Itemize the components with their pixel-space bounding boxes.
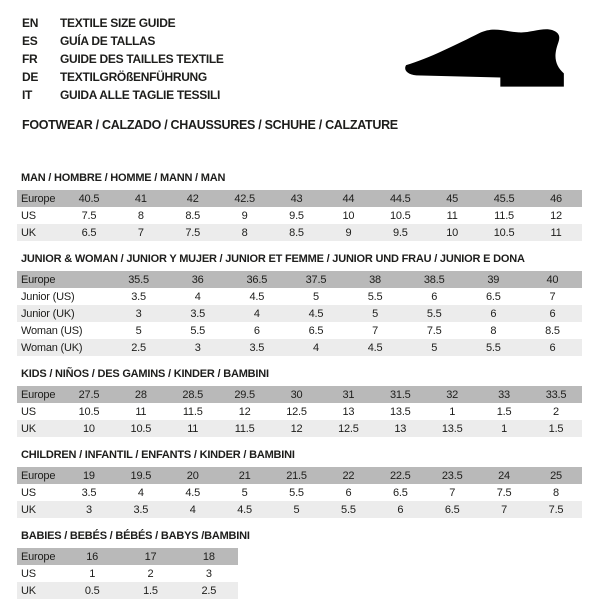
- table-row: [17, 582, 238, 599]
- size-cell: 5.5: [426, 307, 442, 320]
- size-cell: 9.5: [289, 209, 304, 222]
- size-cell: 4.5: [237, 503, 252, 516]
- size-cell: 9: [345, 226, 352, 239]
- table-row: [17, 190, 582, 207]
- size-cell: 25: [550, 469, 562, 482]
- size-cell: 36.5: [246, 273, 268, 286]
- size-table: [17, 386, 582, 437]
- size-cell: 2.5: [201, 584, 217, 597]
- size-cell: 38: [369, 273, 381, 286]
- language-code: IT: [22, 88, 33, 102]
- size-cell: 10.5: [130, 422, 152, 435]
- size-cell: 46: [550, 192, 562, 205]
- row-label: Europe: [21, 550, 56, 563]
- size-cell: 1: [89, 567, 96, 580]
- language-code: ES: [22, 34, 38, 48]
- size-cell: 4: [137, 486, 144, 499]
- size-cell: 2: [147, 567, 154, 580]
- size-cell: 12.5: [338, 422, 359, 435]
- size-cell: 6: [345, 486, 352, 499]
- size-cell: 37.5: [305, 273, 327, 286]
- size-cell: 10: [446, 226, 459, 239]
- size-cell: 4: [189, 503, 196, 516]
- size-cell: 6.5: [444, 503, 460, 516]
- size-cell: 11.5: [494, 209, 514, 222]
- size-cell: 7.5: [81, 209, 97, 222]
- row-label: US: [21, 486, 36, 499]
- row-label: Junior (UK): [21, 307, 75, 320]
- size-cell: 22: [342, 469, 355, 482]
- table-row: [17, 548, 238, 565]
- size-cell: 44: [342, 192, 355, 205]
- size-table-section: [17, 172, 582, 241]
- size-cell: 31.5: [389, 388, 411, 401]
- size-cell: 11.5: [234, 422, 255, 435]
- size-cell: 3: [205, 567, 212, 580]
- size-cell: 20: [186, 469, 199, 482]
- language-label: TEXTILE SIZE GUIDE: [60, 16, 176, 30]
- table-row: [17, 403, 582, 420]
- size-cell: 5.5: [190, 324, 206, 337]
- size-cell: 3.5: [81, 486, 97, 499]
- size-cell: 8.5: [185, 209, 201, 222]
- size-cell: 5: [293, 503, 300, 516]
- size-cell: 2.5: [131, 341, 146, 354]
- size-cell: 21: [238, 469, 251, 482]
- size-cell: 4: [312, 341, 319, 354]
- size-cell: 0.5: [84, 584, 100, 597]
- size-table-title: MAN / HOMBRE / HOMME / MANN / MAN: [21, 172, 226, 184]
- size-cell: 1.5: [496, 405, 512, 418]
- language-label: GUÍA DE TALLAS: [60, 34, 156, 48]
- size-cell: 24: [498, 469, 510, 482]
- size-cell: 7: [549, 290, 556, 303]
- row-label: US: [21, 567, 36, 580]
- size-table: [17, 467, 582, 518]
- table-row: [17, 207, 582, 224]
- size-cell: 38.5: [423, 273, 445, 286]
- size-cell: 40.5: [78, 192, 100, 205]
- table-row: [17, 386, 582, 403]
- table-row: [17, 501, 582, 518]
- size-cell: 21.5: [286, 469, 307, 482]
- size-table-title: KIDS / NIÑOS / DES GAMINS / KINDER / BAMBINI: [21, 368, 269, 380]
- row-label: UK: [21, 503, 36, 516]
- size-cell: 23.5: [441, 469, 463, 482]
- language-label: GUIDA ALLE TAGLIE TESSILI: [60, 88, 221, 102]
- size-cell: 33.5: [545, 388, 567, 401]
- language-code: FR: [22, 52, 38, 66]
- size-cell: 6: [490, 307, 497, 320]
- row-label: UK: [21, 226, 36, 239]
- size-cell: 30: [290, 388, 303, 401]
- size-cell: 5: [241, 486, 248, 499]
- shoe-icon: [402, 26, 570, 92]
- size-table-section: [17, 253, 582, 356]
- size-cell: 32: [446, 388, 459, 401]
- size-cell: 5: [431, 341, 438, 354]
- size-cell: 12: [550, 209, 562, 222]
- size-cell: 7.5: [496, 486, 512, 499]
- table-row: [17, 339, 582, 356]
- size-cell: 6: [397, 503, 404, 516]
- size-cell: 11: [135, 405, 147, 418]
- size-cell: 40: [546, 273, 559, 286]
- row-label: Junior (US): [21, 290, 75, 303]
- size-cell: 5.5: [341, 503, 356, 516]
- size-cell: 7: [449, 486, 456, 499]
- row-label: Europe: [21, 192, 56, 205]
- language-label: TEXTILGRÖßENFÜHRUNG: [60, 70, 207, 84]
- size-cell: 6: [253, 324, 260, 337]
- row-label: Europe: [21, 388, 56, 401]
- size-cell: 41: [134, 192, 147, 205]
- size-cell: 7: [501, 503, 508, 516]
- size-table: [17, 271, 582, 356]
- size-cell: 18: [202, 550, 215, 563]
- size-cell: 19: [83, 469, 95, 482]
- size-cell: 8.5: [545, 324, 560, 337]
- size-cell: 17: [144, 550, 157, 563]
- size-cell: 4.5: [249, 290, 265, 303]
- size-cell: 4: [194, 290, 201, 303]
- size-table: [17, 548, 238, 599]
- size-cell: 3.5: [249, 341, 265, 354]
- size-table-section: [17, 368, 582, 437]
- table-row: [17, 484, 582, 501]
- size-cell: 6: [431, 290, 438, 303]
- size-cell: 42: [186, 192, 199, 205]
- size-cell: 6.5: [308, 324, 324, 337]
- size-table-title: BABIES / BEBÉS / BÉBÉS / BABYS /BAMBINI: [21, 530, 250, 542]
- size-cell: 45: [446, 192, 459, 205]
- table-row: [17, 288, 582, 305]
- size-cell: 2: [553, 405, 559, 418]
- size-cell: 6: [549, 341, 556, 354]
- size-cell: 4.5: [308, 307, 324, 320]
- size-tables: [17, 172, 582, 599]
- size-cell: 13: [394, 422, 407, 435]
- size-cell: 1: [501, 422, 508, 435]
- size-cell: 5: [372, 307, 379, 320]
- size-cell: 45.5: [493, 192, 515, 205]
- size-cell: 5.5: [485, 341, 501, 354]
- size-cell: 1.5: [143, 584, 158, 597]
- size-cell: 10.5: [389, 209, 411, 222]
- size-cell: 3.5: [190, 307, 206, 320]
- size-table: [17, 190, 582, 241]
- size-cell: 5.5: [289, 486, 304, 499]
- size-cell: 29.5: [234, 388, 255, 401]
- size-cell: 5: [312, 290, 319, 303]
- row-label: Europe: [21, 469, 56, 482]
- size-cell: 44.5: [389, 192, 411, 205]
- row-label: US: [21, 405, 36, 418]
- table-row: [17, 271, 582, 288]
- table-row: [17, 467, 582, 484]
- size-cell: 35.5: [128, 273, 149, 286]
- size-cell: 33: [498, 388, 510, 401]
- size-cell: 3.5: [131, 290, 146, 303]
- size-cell: 4.5: [185, 486, 201, 499]
- row-label: UK: [21, 422, 36, 435]
- table-row: [17, 322, 582, 339]
- size-cell: 10: [342, 209, 355, 222]
- table-row: [17, 565, 238, 582]
- size-cell: 4: [253, 307, 260, 320]
- size-cell: 7: [372, 324, 379, 337]
- table-row: [17, 305, 582, 322]
- size-cell: 3.5: [133, 503, 149, 516]
- size-cell: 8.5: [289, 226, 304, 239]
- size-cell: 7: [137, 226, 144, 239]
- size-cell: 7.5: [548, 503, 564, 516]
- size-cell: 3: [135, 307, 142, 320]
- size-table-title: CHILDREN / INFANTIL / ENFANTS / KINDER / BAMBINI: [21, 449, 295, 461]
- row-label: Europe: [21, 273, 56, 286]
- size-cell: 8: [241, 226, 248, 239]
- size-cell: 12.5: [286, 405, 307, 418]
- language-label: GUIDE DES TAILLES TEXTILE: [60, 52, 224, 66]
- size-cell: 10: [83, 422, 95, 435]
- size-cell: 6.5: [81, 226, 97, 239]
- size-cell: 1: [449, 405, 456, 418]
- size-cell: 6: [549, 307, 556, 320]
- size-cell: 31: [342, 388, 355, 401]
- size-cell: 5: [135, 324, 142, 337]
- size-cell: 3: [85, 503, 92, 516]
- size-cell: 10.5: [493, 226, 515, 239]
- size-cell: 16: [86, 550, 99, 563]
- size-cell: 13.5: [389, 405, 411, 418]
- size-cell: 39: [487, 273, 500, 286]
- size-cell: 1.5: [548, 422, 564, 435]
- size-cell: 8: [553, 486, 559, 499]
- size-table-section: [17, 530, 582, 599]
- row-label: Woman (UK): [21, 341, 83, 354]
- size-cell: 13: [342, 405, 355, 418]
- size-cell: 9.5: [392, 226, 408, 239]
- language-code: EN: [22, 16, 39, 30]
- size-cell: 6.5: [392, 486, 408, 499]
- size-cell: 11: [550, 226, 562, 239]
- table-row: [17, 224, 582, 241]
- size-cell: 11: [187, 422, 199, 435]
- table-row: [17, 420, 582, 437]
- row-label: US: [21, 209, 36, 222]
- size-cell: 43: [290, 192, 303, 205]
- size-cell: 3: [194, 341, 201, 354]
- size-cell: 7.5: [426, 324, 442, 337]
- size-cell: 27.5: [78, 388, 100, 401]
- size-cell: 5.5: [367, 290, 383, 303]
- size-cell: 19.5: [130, 469, 152, 482]
- size-cell: 11: [446, 209, 458, 222]
- size-cell: 10.5: [78, 405, 100, 418]
- size-cell: 8: [490, 324, 497, 337]
- size-cell: 7.5: [185, 226, 201, 239]
- size-cell: 13.5: [441, 422, 463, 435]
- size-cell: 9: [241, 209, 248, 222]
- size-cell: 22.5: [389, 469, 411, 482]
- size-cell: 12: [238, 405, 251, 418]
- size-cell: 8: [137, 209, 144, 222]
- size-cell: 42.5: [234, 192, 255, 205]
- size-cell: 11.5: [182, 405, 203, 418]
- size-cell: 12: [290, 422, 303, 435]
- size-cell: 28: [134, 388, 147, 401]
- row-label: Woman (US): [21, 324, 83, 337]
- size-table-section: [17, 449, 582, 518]
- row-label: UK: [21, 584, 36, 597]
- category-heading: FOOTWEAR / CALZADO / CHAUSSURES / SCHUHE / CALZATURE: [22, 118, 398, 132]
- size-cell: 36: [191, 273, 204, 286]
- size-cell: 4.5: [367, 341, 383, 354]
- size-table-title: JUNIOR & WOMAN / JUNIOR Y MUJER / JUNIOR ET FEMME / JUNIOR UND FRAU / JUNIOR E DONA: [21, 253, 525, 265]
- size-cell: 28.5: [182, 388, 204, 401]
- size-cell: 6.5: [485, 290, 501, 303]
- language-code: DE: [22, 70, 39, 84]
